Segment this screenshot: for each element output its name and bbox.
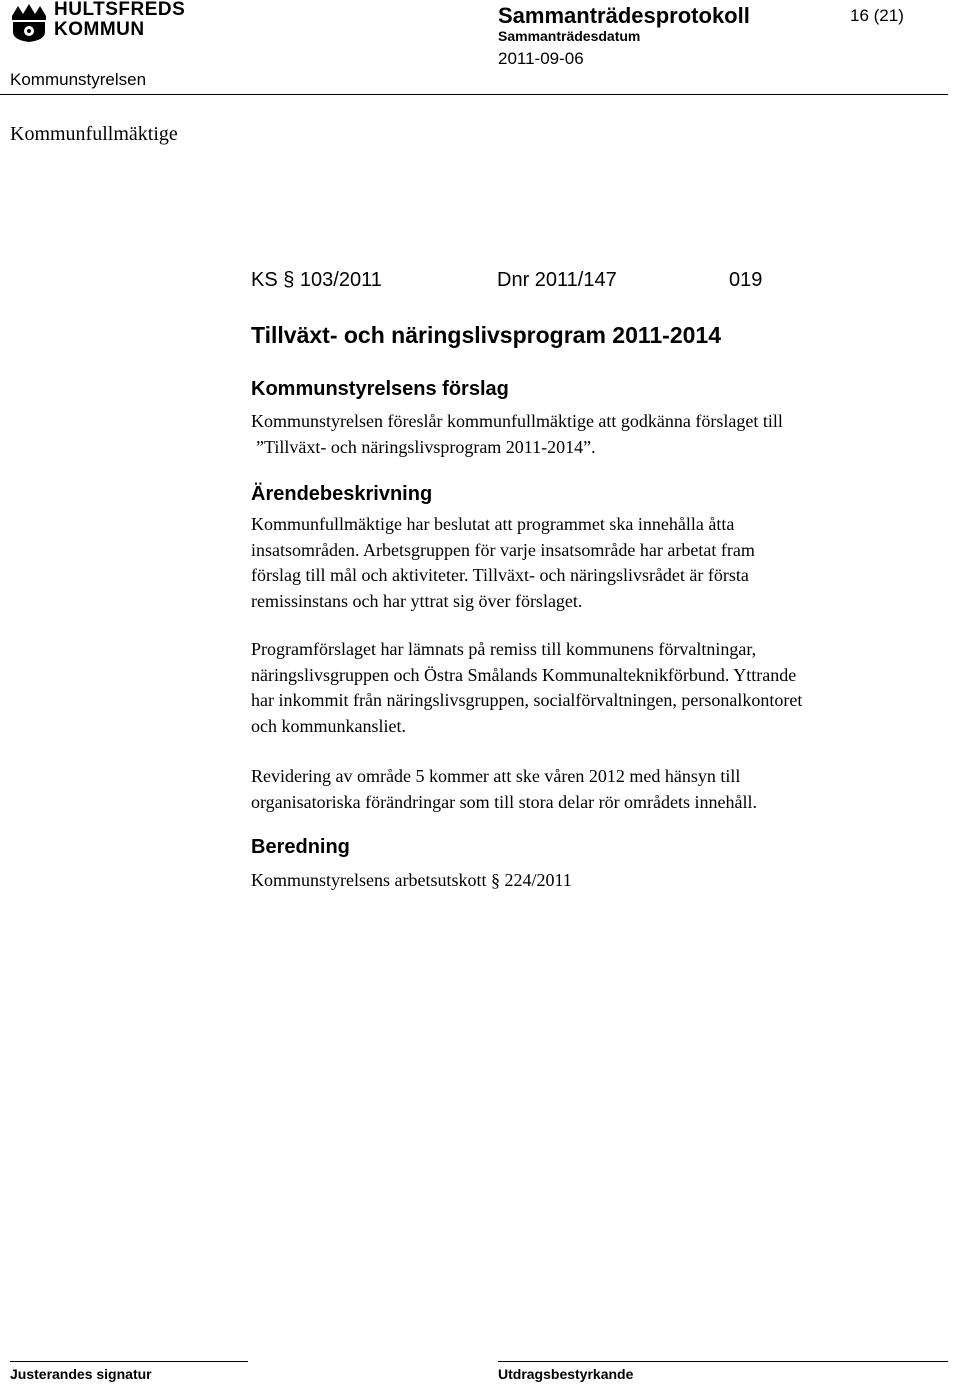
- case-number: KS § 103/2011: [251, 269, 382, 291]
- municipality-logo: [10, 0, 186, 44]
- preparation-text: [251, 868, 941, 894]
- signature-label: Justerandes signatur: [10, 1366, 152, 1382]
- text-line: Kommunstyrelsens arbetsutskott § 224/2011: [251, 870, 572, 890]
- case-title: Tillväxt- och näringslivsprogram 2011-2014: [251, 322, 722, 348]
- proposal-heading: Kommunstyrelsens förslag: [251, 378, 509, 400]
- text-line: insatsområden. Arbetsgruppen för varje insatsområde har arbetat fram: [251, 539, 755, 560]
- certification-rule: [498, 1361, 948, 1362]
- text-line: har inkommit från näringslivsgruppen, socialförvaltningen, personalkontoret: [251, 690, 803, 710]
- meeting-date: 2011-09-06: [498, 49, 584, 68]
- description-paragraph-1: [251, 512, 941, 614]
- organ-name: Kommunstyrelsen: [10, 70, 147, 89]
- diary-number: Dnr 2011/147: [497, 269, 617, 291]
- description-paragraph-2: [251, 637, 941, 739]
- text-line: förslag till mål och aktiviteter. Tillväxt- och näringslivsrådet är första: [251, 565, 749, 585]
- logo-text: [54, 0, 185, 40]
- case-reference-row: [251, 269, 771, 295]
- proposal-text: [251, 409, 941, 460]
- description-heading: Ärendebeskrivning: [251, 483, 433, 505]
- archive-code: 019: [729, 269, 763, 291]
- preparation-heading: Beredning: [251, 836, 350, 858]
- logo-line-2: KOMMUN: [54, 19, 145, 40]
- text-line: Kommunstyrelsen föreslår kommunfullmäktige att godkänna förslaget till: [251, 411, 783, 431]
- text-line: Kommunfullmäktige har beslutat att programmet ska innehålla åtta: [251, 514, 735, 534]
- logo-line-1: HULTSFREDS: [54, 0, 186, 20]
- text-line: Revidering av område 5 kommer att ske våren 2012 med hänsyn till: [251, 766, 741, 786]
- description-paragraph-3: [251, 764, 941, 815]
- addressee: Kommunfullmäktige: [10, 123, 178, 145]
- certification-label: Utdragsbestyrkande: [498, 1366, 634, 1382]
- crown-emblem-icon: [10, 2, 48, 42]
- text-line: Programförslaget har lämnats på remiss till kommunens förvaltningar,: [251, 639, 757, 659]
- page-number: 16 (21): [850, 6, 904, 25]
- signature-rule: [10, 1361, 248, 1362]
- text-line: näringslivsgruppen och Östra Smålands Kommunalteknikförbund. Yttrande: [251, 664, 797, 685]
- meeting-date-label: Sammanträdesdatum: [498, 28, 641, 44]
- text-line: ”Tillväxt- och näringslivsprogram 2011-2014”.: [256, 436, 596, 457]
- text-line: remissinstans och har yttrat sig över förslaget.: [251, 590, 583, 611]
- document-title: Sammanträdesprotokoll: [498, 3, 750, 28]
- header-divider: [0, 94, 948, 95]
- text-line: organisatoriska förändringar som till stora delar rör områdets innehåll.: [251, 791, 758, 812]
- text-line: och kommunkansliet.: [251, 715, 406, 736]
